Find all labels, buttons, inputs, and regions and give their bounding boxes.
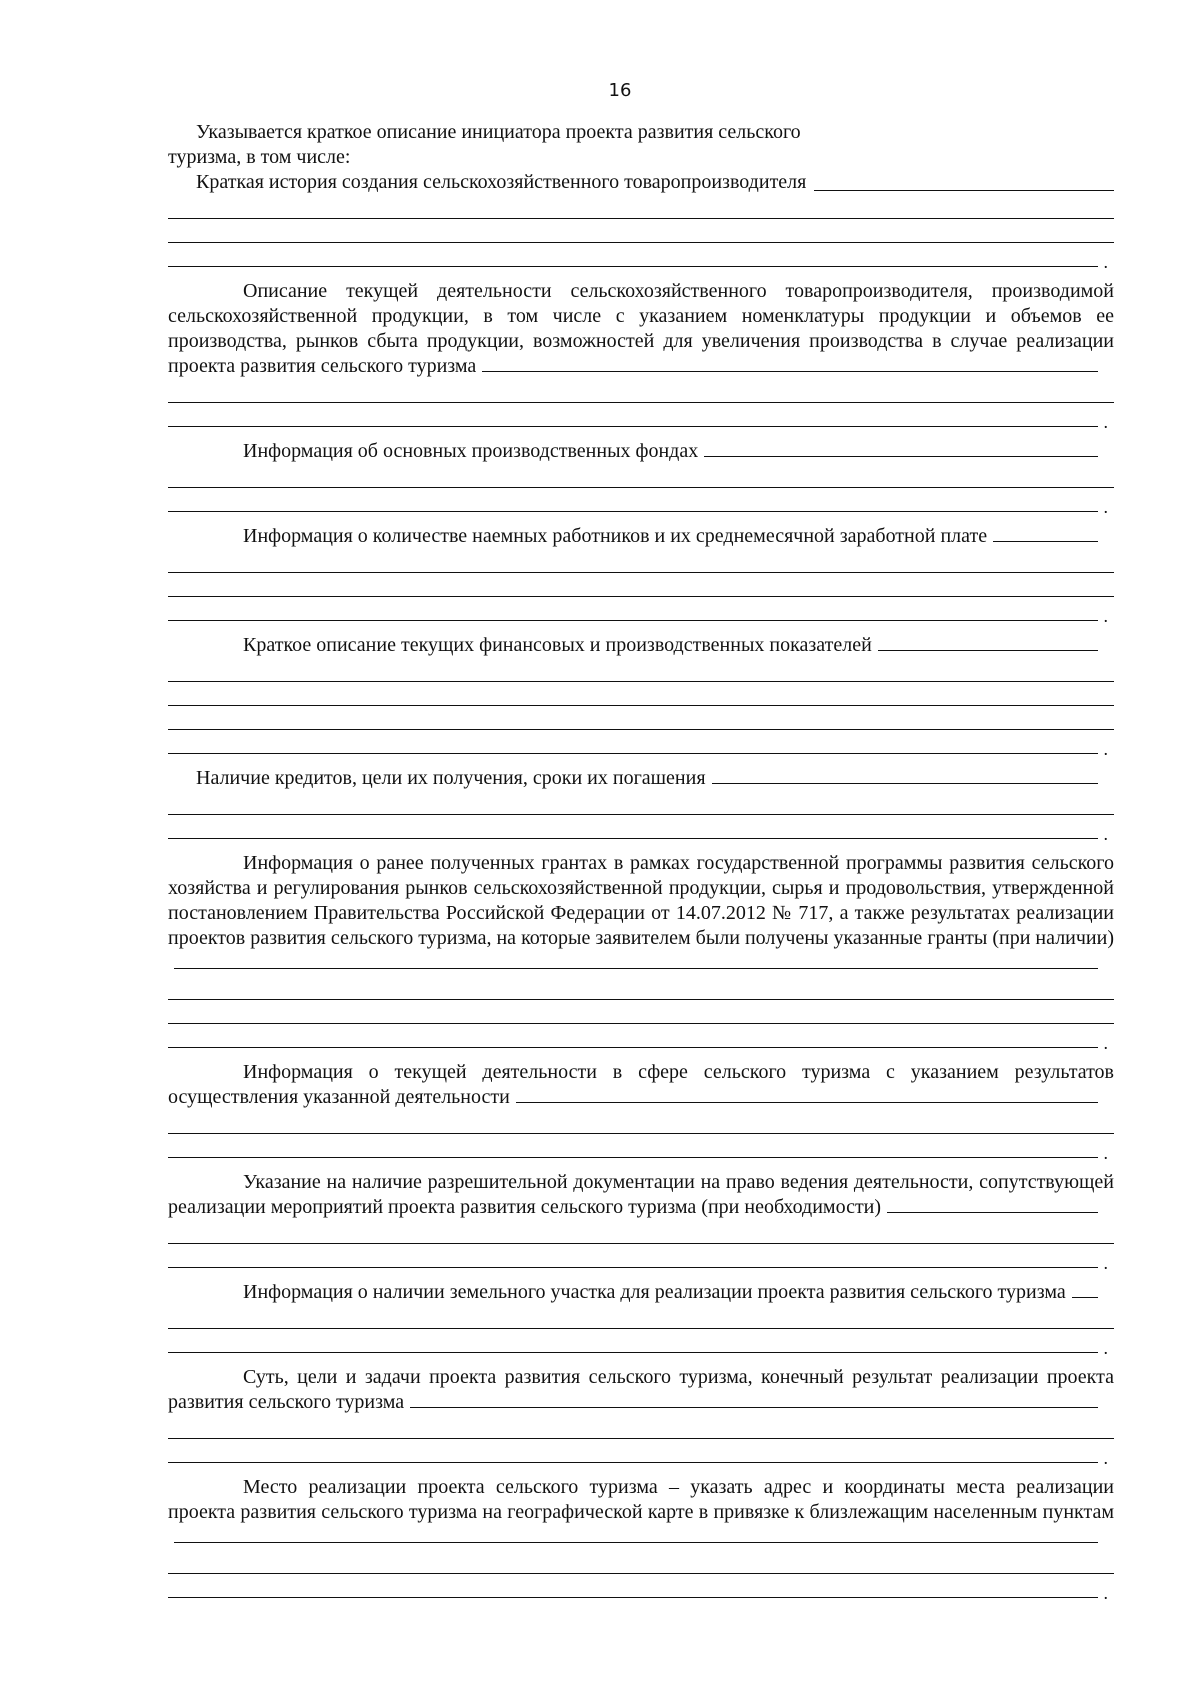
section-paragraph bbox=[168, 766, 1114, 791]
answer-line[interactable] bbox=[168, 730, 1098, 754]
form-section bbox=[168, 170, 1114, 267]
section-paragraph bbox=[168, 1170, 1114, 1220]
answer-line[interactable] bbox=[168, 549, 1114, 573]
answer-line[interactable] bbox=[168, 464, 1114, 488]
section-heading: Место реализации проекта сельского туризма – указать адрес и координаты места реализации проекта развития сельского туризма на географической карте в привязке к близлежащим населенным пунктам bbox=[168, 1476, 1114, 1523]
answer-field-inline[interactable] bbox=[174, 1541, 1098, 1543]
answer-line[interactable] bbox=[168, 815, 1098, 839]
answer-line[interactable] bbox=[168, 597, 1098, 621]
page-number: 16 bbox=[608, 80, 632, 101]
answer-line[interactable] bbox=[168, 243, 1098, 267]
answer-line[interactable] bbox=[168, 1574, 1098, 1598]
section-paragraph bbox=[168, 1365, 1114, 1415]
answer-line[interactable] bbox=[168, 658, 1114, 682]
section-heading: Указание на наличие разрешительной документации на право ведения деятельности, сопутствующей реализации мероприятий проекта развития сельского туризма (при необходимости) bbox=[168, 1171, 1114, 1218]
section-heading: Краткое описание текущих финансовых и производственных показателей bbox=[243, 634, 872, 656]
form-content bbox=[168, 120, 1114, 1610]
answer-line[interactable] bbox=[168, 1000, 1114, 1024]
answer-field-inline[interactable] bbox=[712, 782, 1098, 784]
answer-line[interactable] bbox=[168, 1439, 1098, 1463]
answer-line[interactable] bbox=[168, 1550, 1114, 1574]
answer-line[interactable] bbox=[168, 682, 1114, 706]
answer-line[interactable] bbox=[168, 573, 1114, 597]
form-section bbox=[168, 851, 1114, 1048]
answer-line[interactable] bbox=[168, 1329, 1098, 1353]
section-heading: Суть, цели и задачи проекта развития сельского туризма, конечный результат реализации проекта развития сельского туризма bbox=[168, 1366, 1114, 1413]
form-section bbox=[168, 439, 1114, 512]
answer-line[interactable] bbox=[168, 488, 1098, 512]
section-paragraph bbox=[168, 1475, 1114, 1550]
answer-field-inline[interactable] bbox=[878, 649, 1098, 651]
form-section bbox=[168, 524, 1114, 621]
answer-line[interactable] bbox=[168, 1024, 1098, 1048]
answer-field-inline[interactable] bbox=[516, 1101, 1098, 1103]
section-heading: Информация об основных производственных фондах bbox=[243, 440, 699, 462]
section-paragraph bbox=[168, 633, 1114, 658]
answer-line[interactable] bbox=[168, 1244, 1098, 1268]
form-section bbox=[168, 1365, 1114, 1463]
answer-field-inline[interactable] bbox=[1072, 1296, 1098, 1298]
answer-line[interactable] bbox=[168, 1134, 1098, 1158]
intro-paragraph bbox=[168, 120, 1114, 170]
form-section bbox=[168, 766, 1114, 839]
section-paragraph bbox=[168, 851, 1114, 976]
section-paragraph bbox=[168, 1060, 1114, 1110]
answer-line[interactable] bbox=[168, 1110, 1114, 1134]
section-heading: Информация о количестве наемных работников и их среднемесячной заработной плате bbox=[243, 525, 988, 547]
section-heading: Описание текущей деятельности сельскохозяйственного товаропроизводителя, производимой сельскохозяйственной продукции, в том числе с указанием номенклатуры продукции и объемов ее производства, рынков сбыта продукции, возможностей для увеличения производства в случае реализации проекта развития сельского туризма bbox=[168, 280, 1114, 377]
section-heading: Информация о наличии земельного участка для реализации проекта развития сельского туризма bbox=[243, 1281, 1066, 1303]
intro-line-2: туризма, в том числе: bbox=[168, 146, 351, 168]
answer-line[interactable] bbox=[168, 219, 1114, 243]
intro-line-1: Указывается краткое описание инициатора проекта развития сельского bbox=[196, 121, 801, 143]
answer-line[interactable] bbox=[168, 976, 1114, 1000]
answer-field-inline[interactable] bbox=[887, 1211, 1098, 1213]
form-section bbox=[168, 1170, 1114, 1268]
form-section bbox=[168, 1475, 1114, 1598]
section-heading: Наличие кредитов, цели их получения, сроки их погашения bbox=[196, 767, 706, 789]
answer-line[interactable] bbox=[168, 1415, 1114, 1439]
answer-field-inline[interactable] bbox=[704, 455, 1098, 457]
answer-line[interactable] bbox=[168, 1220, 1114, 1244]
section-paragraph bbox=[168, 279, 1114, 379]
section-heading: Краткая история создания сельскохозяйственного товаропроизводителя bbox=[196, 171, 807, 193]
section-heading: Информация о текущей деятельности в сфере сельского туризма с указанием результатов осуществления указанной деятельности bbox=[168, 1061, 1114, 1108]
form-sections bbox=[168, 170, 1114, 1598]
answer-field-inline[interactable] bbox=[482, 370, 1098, 372]
answer-field-inline[interactable] bbox=[410, 1406, 1098, 1408]
form-section bbox=[168, 279, 1114, 427]
section-paragraph bbox=[168, 439, 1114, 464]
answer-line[interactable] bbox=[168, 706, 1114, 730]
answer-line[interactable] bbox=[168, 379, 1114, 403]
answer-line[interactable] bbox=[168, 1305, 1114, 1329]
section-paragraph bbox=[168, 1280, 1114, 1305]
answer-field-inline[interactable] bbox=[993, 540, 1098, 542]
section-heading: Информация о ранее полученных грантах в рамках государственной программы развития сельского хозяйства и регулирования рынков сельскохозяйственной продукции, сырья и продовольствия, утвержденной постановлением Правительства Российской Федерации от 14.07.2012 № 717, а также результатах реализации проектов развития сельского туризма, на которые заявителем были получены указанные гранты (при наличии) bbox=[168, 852, 1114, 949]
form-section bbox=[168, 1060, 1114, 1158]
answer-line[interactable] bbox=[168, 195, 1114, 219]
answer-line[interactable] bbox=[168, 791, 1114, 815]
answer-field-inline[interactable] bbox=[174, 967, 1098, 969]
form-section bbox=[168, 1280, 1114, 1353]
answer-field-inline[interactable] bbox=[814, 190, 1114, 191]
answer-line[interactable] bbox=[168, 403, 1098, 427]
section-paragraph bbox=[168, 524, 1114, 549]
form-section bbox=[168, 633, 1114, 754]
